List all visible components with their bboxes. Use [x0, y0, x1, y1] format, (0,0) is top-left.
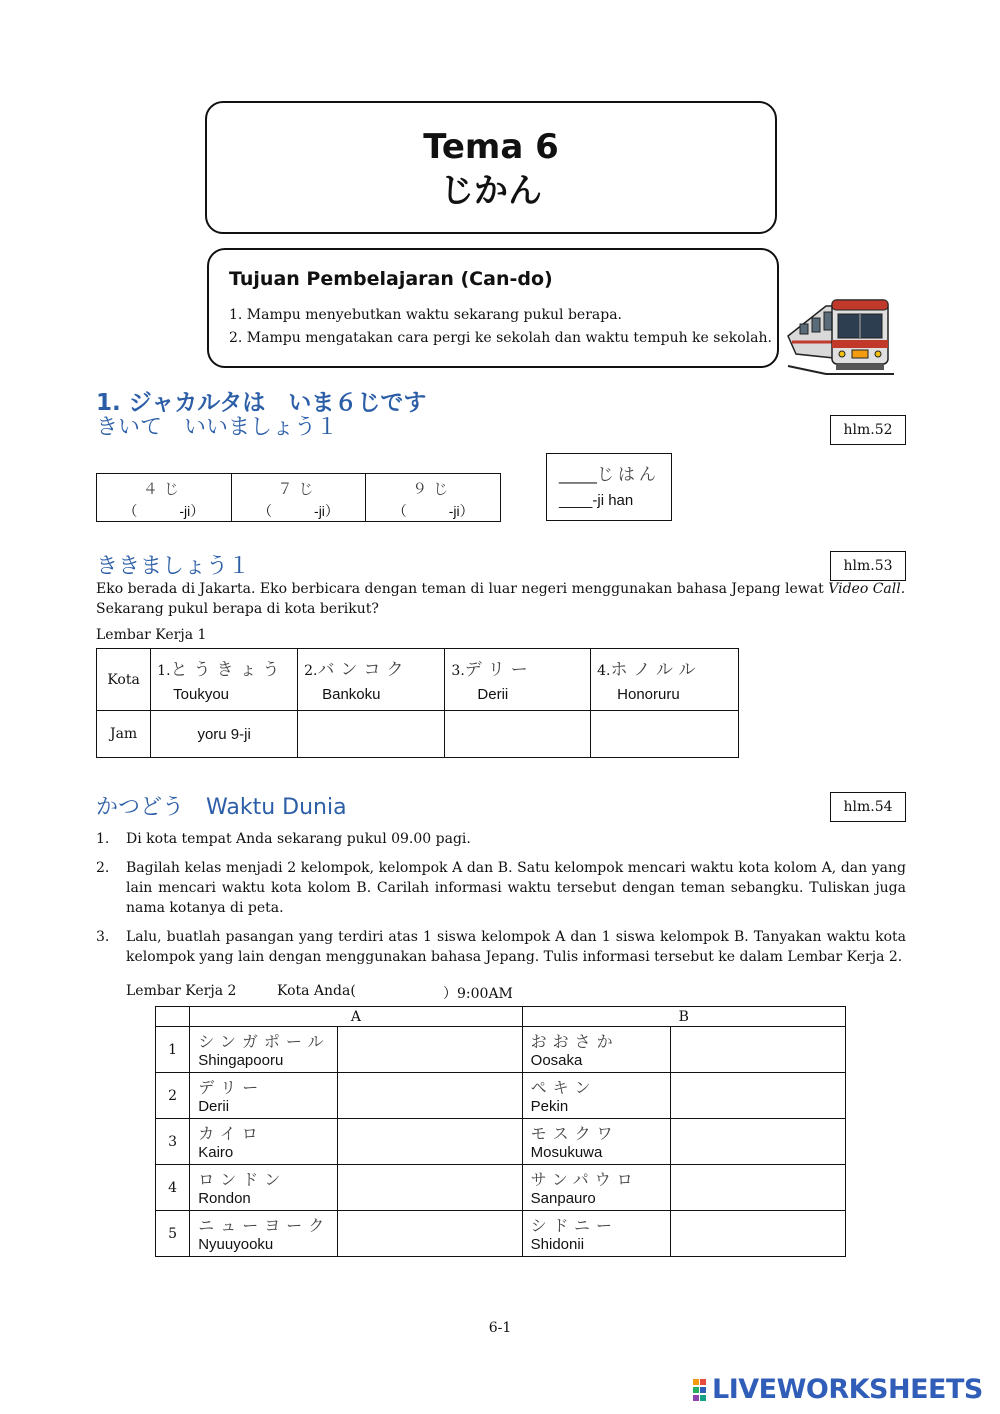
city-b-cell	[522, 1119, 670, 1165]
city-b-romaji: Oosaka	[530, 1052, 583, 1069]
city-romaji: Honoruru	[617, 686, 680, 703]
row-label-city: Kota	[97, 649, 151, 711]
city-b-jp: サンパウロ	[530, 1170, 639, 1189]
step-item	[96, 927, 906, 969]
time-a-cell[interactable]	[338, 1211, 522, 1257]
city-b-jp: おおさか	[530, 1032, 619, 1051]
han-box[interactable]	[546, 453, 672, 521]
time-jp: ９じ	[412, 480, 455, 498]
cando-title: Tujuan Pembelajaran (Can-do)	[229, 268, 553, 290]
city-num: 1.	[157, 663, 171, 679]
time-answer-cell[interactable]	[445, 711, 591, 758]
han-blank: ____	[559, 465, 597, 484]
kota-anda-time: ）9:00AM	[443, 986, 513, 1002]
cando-item: 1. Mampu menyebutkan waktu sekarang pukul berapa.	[229, 307, 622, 323]
column-a-header: A	[190, 1007, 522, 1027]
row-number: 1	[156, 1027, 190, 1073]
section1-heading: 1. ジャカルタは いま６じです	[96, 390, 427, 416]
brand-logo[interactable]	[692, 1374, 992, 1408]
city-jp: デリー	[464, 660, 534, 680]
city-a-jp: ロンドン	[198, 1170, 287, 1189]
katsudou-heading-jp: かつどう	[96, 795, 185, 820]
katsudou-heading	[96, 790, 347, 821]
time-b-cell[interactable]	[670, 1027, 845, 1073]
time-answer-cell: yoru 9-ji	[151, 711, 298, 758]
page-ref-badge: hlm.52	[830, 415, 906, 445]
time-romaji: （ -ji）	[392, 503, 474, 519]
city-b-romaji: Pekin	[530, 1098, 569, 1115]
han-jp-line	[559, 460, 660, 485]
worksheet2-table	[155, 1006, 846, 1257]
time-a-cell[interactable]	[338, 1119, 522, 1165]
city-num: 4.	[597, 663, 611, 679]
section1-subheading: きいて いいましょう１	[96, 415, 339, 440]
row-number: 5	[156, 1211, 190, 1257]
page-title: Tema 6	[423, 127, 559, 167]
city-b-cell	[522, 1165, 670, 1211]
page-subtitle: じかん	[440, 171, 542, 211]
city-b-jp: モスクワ	[530, 1124, 619, 1143]
worksheet2-label: Lembar Kerja 2	[126, 983, 237, 999]
kota-anda-line	[277, 983, 517, 1002]
city-a-cell	[190, 1119, 338, 1165]
city-a-romaji: Derii	[198, 1098, 230, 1115]
time-a-cell[interactable]	[338, 1027, 522, 1073]
page-ref-badge: hlm.53	[830, 551, 906, 581]
time-jp: ７じ	[277, 480, 320, 498]
page-number: 6-1	[488, 1320, 512, 1336]
cando-box	[207, 248, 779, 368]
step-num: 1.	[96, 831, 110, 847]
step-text: Lalu, buatlah pasangan yang terdiri atas 1 siswa kelompok A dan 1 siswa kelompok B. Tanyakan waktu kota kelompok yang lain dengan menggunakan bahasa Jepang. Tulis informasi tersebut ke dalam Lembar Kerja 2.	[126, 929, 906, 965]
city-a-cell	[190, 1073, 338, 1119]
header-empty-cell	[156, 1007, 190, 1027]
time-a-cell[interactable]	[338, 1165, 522, 1211]
city-a-romaji: Rondon	[198, 1190, 251, 1207]
row-number: 4	[156, 1165, 190, 1211]
city-a-cell	[190, 1211, 338, 1257]
city-num: 3.	[451, 663, 465, 679]
row-number: 3	[156, 1119, 190, 1165]
time-jp: ４じ	[142, 480, 185, 498]
city-num: 2.	[304, 663, 318, 679]
city-a-jp: ニューヨーク	[198, 1216, 331, 1235]
city-a-cell	[190, 1027, 338, 1073]
brand-icon	[692, 1378, 714, 1404]
time-a-cell[interactable]	[338, 1073, 522, 1119]
step-item	[96, 829, 906, 851]
city-b-jp: ペキン	[530, 1078, 597, 1097]
train-illustration	[786, 292, 896, 378]
city-romaji: Toukyou	[173, 686, 230, 703]
city-a-jp: カイロ	[198, 1124, 264, 1143]
time-table	[96, 473, 501, 522]
city-a-jp: シンガポール	[198, 1032, 330, 1051]
kikimashou-paragraph	[96, 579, 906, 619]
time-answer-cell[interactable]	[298, 711, 445, 758]
city-a-romaji: Kairo	[198, 1144, 234, 1161]
kikimashou-heading: ききましょう１	[96, 554, 251, 579]
city-b-romaji: Sanpauro	[530, 1190, 596, 1207]
worksheet1-table	[96, 648, 739, 758]
step-num: 2.	[96, 860, 110, 876]
brand-text: LIVEWORKSHEETS	[712, 1374, 983, 1405]
city-cell	[298, 649, 445, 711]
city-romaji: Derii	[477, 686, 509, 703]
time-cell[interactable]	[366, 474, 501, 522]
city-a-cell	[190, 1165, 338, 1211]
han-jp: じはん	[596, 465, 660, 485]
title-box	[205, 101, 777, 234]
time-b-cell[interactable]	[670, 1165, 845, 1211]
city-b-cell	[522, 1211, 670, 1257]
city-a-romaji: Shingapooru	[198, 1052, 284, 1069]
city-b-romaji: Mosukuwa	[530, 1144, 603, 1161]
worksheet1-label: Lembar Kerja 1	[96, 627, 207, 643]
city-jp: ホノルル	[610, 660, 702, 680]
step-num: 3.	[96, 929, 110, 945]
time-romaji: （ -ji）	[123, 503, 205, 519]
city-a-romaji: Nyuuyooku	[198, 1236, 274, 1253]
time-cell[interactable]	[231, 474, 366, 522]
city-b-jp: シドニー	[530, 1216, 619, 1235]
paragraph-italic: Video Call.	[828, 581, 906, 597]
city-a-jp: デリー	[198, 1078, 265, 1097]
city-cell	[445, 649, 591, 711]
city-jp: とうきょう	[170, 660, 286, 680]
step-text: Di kota tempat Anda sekarang pukul 09.00 pagi.	[126, 831, 471, 847]
city-cell	[151, 649, 298, 711]
city-b-cell	[522, 1073, 670, 1119]
row-number: 2	[156, 1073, 190, 1119]
time-cell[interactable]	[97, 474, 232, 522]
column-b-header: B	[522, 1007, 845, 1027]
paragraph-text: Eko berada di Jakarta. Eko berbicara dengan teman di luar negeri menggunakan bahasa Jepang lewat	[96, 581, 829, 597]
city-b-romaji: Shidonii	[530, 1236, 585, 1253]
time-b-cell[interactable]	[670, 1119, 845, 1165]
kota-anda-label: Kota Anda(	[277, 983, 356, 999]
han-romaji: ____-ji han	[559, 492, 634, 509]
cando-item: 2. Mampu mengatakan cara pergi ke sekolah dan waktu tempuh ke sekolah.	[229, 330, 772, 346]
city-jp: バンコク	[317, 660, 410, 680]
katsudou-heading-id: Waktu Dunia	[206, 795, 347, 820]
paragraph-question: Sekarang pukul berapa di kota berikut?	[96, 601, 379, 617]
step-text: Bagilah kelas menjadi 2 kelompok, kelompok A dan B. Satu kelompok mencari waktu kota kolom A, dan yang lain mencari waktu kota kolom B. Carilah informasi waktu tersebut dengan teman sebangku. Tuliskan juga nama kotanya di peta.	[126, 860, 906, 916]
city-romaji: Bankoku	[322, 686, 381, 703]
time-b-cell[interactable]	[670, 1073, 845, 1119]
time-romaji: （ -ji）	[258, 503, 339, 519]
city-cell	[591, 649, 739, 711]
row-label-time: Jam	[97, 711, 151, 758]
time-answer-cell[interactable]	[591, 711, 739, 758]
city-b-cell	[522, 1027, 670, 1073]
step-item	[96, 858, 906, 920]
page-ref-badge: hlm.54	[830, 792, 906, 822]
time-b-cell[interactable]	[670, 1211, 845, 1257]
